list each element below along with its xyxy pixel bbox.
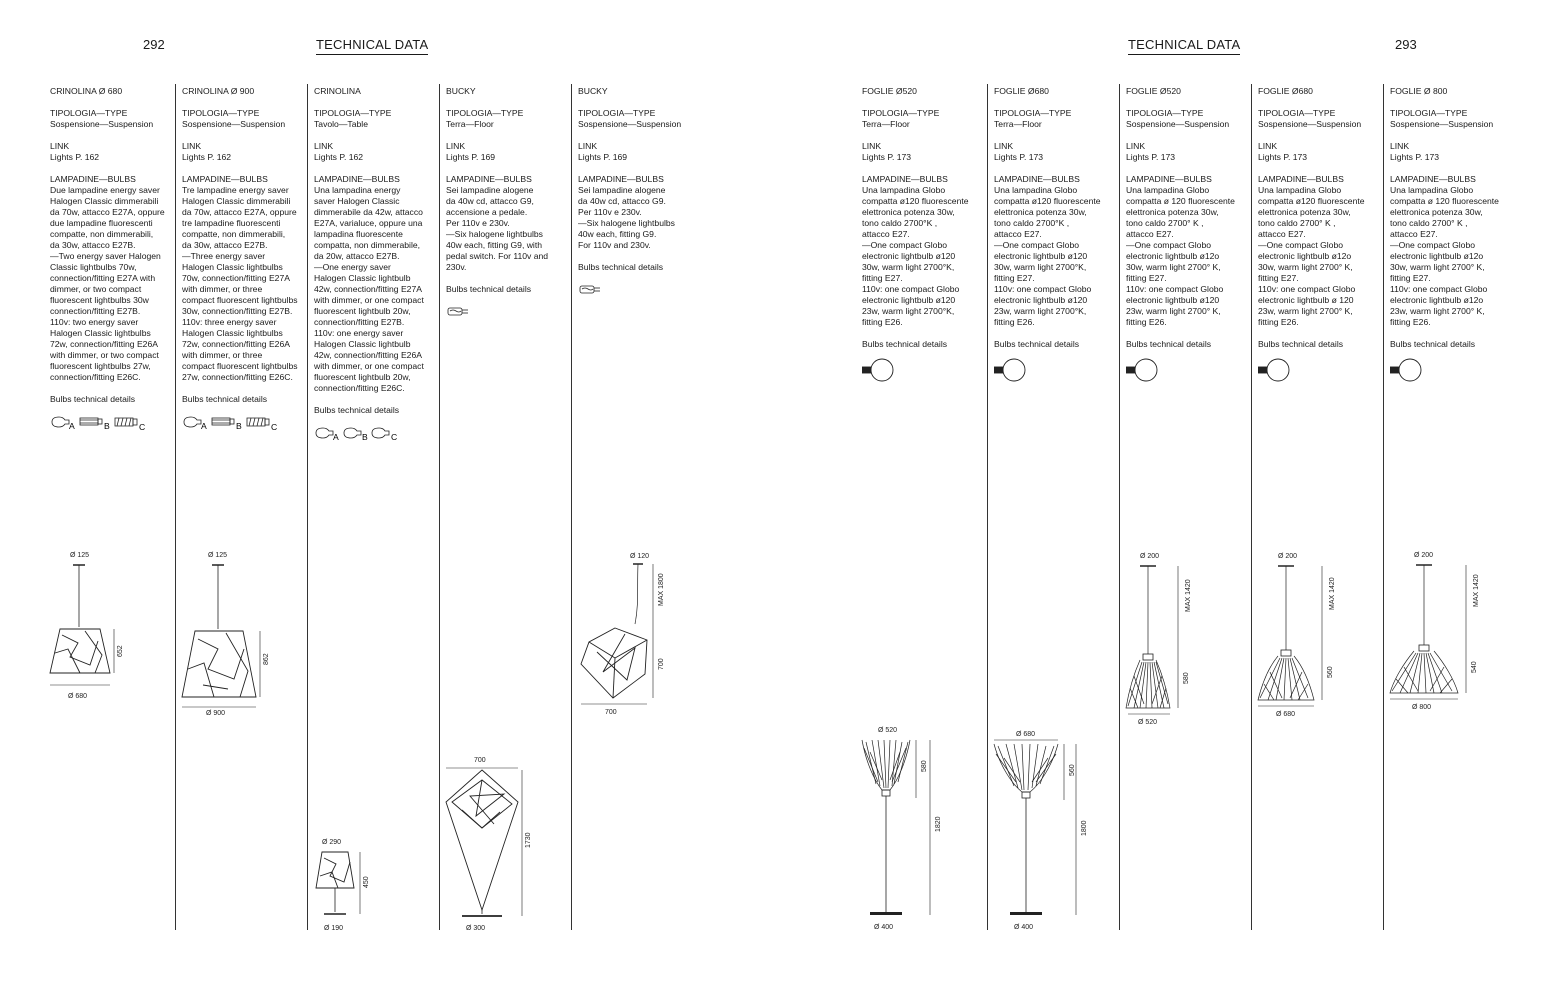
bulbs-label: LAMPADINE—BULBS [862, 174, 948, 184]
dim-max: MAX 1800 [658, 573, 665, 606]
dim-top: Ø 125 [70, 552, 90, 559]
crinolina-table-drawing [310, 832, 390, 937]
crinolina-900-drawing [178, 545, 278, 720]
dim-height: 652 [117, 645, 124, 657]
bulb-icons [1390, 358, 1514, 380]
type-label: TIPOLOGIA—TYPE [1390, 108, 1468, 118]
bulb-letter-c: C [139, 422, 146, 431]
link-value[interactable]: Lights P. 162 [182, 152, 232, 162]
dim-shade: 580 [921, 760, 928, 772]
bulbs-details-label: Bulbs technical details [578, 262, 664, 272]
product-name: CRINOLINA [314, 86, 361, 96]
dim-top: Ø 290 [322, 839, 342, 846]
globe-bulb-icon [1258, 358, 1298, 386]
product-name: CRINOLINA Ø 680 [50, 86, 123, 96]
dim-max: MAX 1420 [1185, 579, 1192, 612]
bulb-icons [50, 413, 174, 435]
type-value: Sospensione—Suspension [1258, 119, 1362, 129]
link-value[interactable]: Lights P. 173 [1390, 152, 1440, 162]
dim-height: 450 [363, 876, 370, 888]
foglie-800-suspension-drawing [1386, 545, 1486, 717]
product-column-foglie-680-suspension [1258, 86, 1382, 380]
product-column-foglie-680-floor [994, 86, 1118, 380]
g9-bulb-icon [446, 303, 486, 321]
link-label: LINK [862, 141, 882, 151]
spiral-bulb-icon [115, 418, 137, 426]
dim-top: 700 [474, 757, 486, 764]
product-name: BUCKY [578, 86, 608, 96]
type-value: Terra—Floor [862, 119, 910, 129]
bulbs-description: Una lampadina Globo compatta ø120 fluorescente elettronica potenza 30w, tono caldo 2700° K , attacco E27. —One compact Globo electronic lightbulb ø12o 30w, warm light 2700° K, fitting E27. 110v: one compact Globo electronic lightbulb ø 120 23w, warm light 2700° K, fitting E26. [1258, 185, 1365, 327]
dim-bottom: Ø 520 [1138, 719, 1158, 726]
type-label: TIPOLOGIA—TYPE [182, 108, 260, 118]
product-column-foglie-520-floor [862, 86, 986, 380]
product-name: CRINOLINA Ø 900 [182, 86, 255, 96]
dim-max: MAX 1420 [1473, 574, 1480, 607]
column-divider [571, 84, 572, 930]
bulb-icons-abc [50, 413, 150, 431]
link-value[interactable]: Lights P. 173 [994, 152, 1044, 162]
product-name: FOGLIE Ø520 [862, 86, 917, 96]
type-label: TIPOLOGIA—TYPE [994, 108, 1072, 118]
dim-shade: 560 [1069, 764, 1076, 776]
dim-height: 700 [658, 658, 665, 670]
bulb-icons [578, 281, 702, 303]
bulbs-description: Due lampadine energy saver Halogen Classic dimmerabili da 70w, attacco E27A, oppure due lampadine fluorescenti compatte, non dimmerabili, da 30w, attacco E27B. —Two energy saver Halogen Classic lightbulbs 70w, connection/fitting E27A with dimmer, or two compact fluorescent lightbulbs 30w connection/fitting E27B. 110v: two energy saver Halogen Classic lightbulbs 72w, connection/fitting E26A with dimmer, or two compact fluorescent lightbulbs 27w, connection/fitting E26C. [50, 185, 165, 382]
dim-top: Ø 680 [1016, 731, 1036, 738]
bucky-suspension-drawing [575, 548, 675, 718]
type-value: Sospensione—Suspension [182, 119, 286, 129]
right-page-number: 293 [1395, 37, 1417, 52]
type-value: Sospensione—Suspension [50, 119, 154, 129]
type-label: TIPOLOGIA—TYPE [1258, 108, 1336, 118]
bulbs-label: LAMPADINE—BULBS [182, 174, 268, 184]
link-value[interactable]: Lights P. 169 [446, 152, 496, 162]
dim-height: 862 [263, 653, 270, 665]
spiral-bulb-icon [247, 418, 269, 426]
link-label: LINK [578, 141, 598, 151]
product-column-bucky-suspension [578, 86, 702, 303]
fluorescent-bulb-icon [212, 418, 234, 425]
link-value[interactable]: Lights P. 173 [862, 152, 912, 162]
dim-top: Ø 120 [630, 553, 650, 560]
product-name: FOGLIE Ø520 [1126, 86, 1181, 96]
globe-bulb-icon [994, 358, 1034, 386]
dim-bottom: Ø 900 [206, 710, 226, 717]
dim-bottom: Ø 800 [1412, 704, 1432, 711]
bulbs-details-label: Bulbs technical details [446, 284, 532, 294]
bulbs-description: Una lampadina Globo compatta ø 120 fluorescente elettronica potenza 30w, tono caldo 2700° K , attacco E27. —One compact Globo electronic lightbulb ø12o 30w, warm light 2700° K, fitting E27. 110v: one compact Globo electronic lightbulb ø120 23w, warm light 2700° K, fitting E26. [1126, 185, 1235, 327]
bulbs-description: Sei lampadine alogene da 40w cd, attacco G9, accensione a pedale. Per 110v e 230v. —Six halogene lightbulbs 40w each, fitting G9, with pedal switch. For 110v and 230v. [446, 185, 549, 272]
dim-top: Ø 125 [208, 552, 228, 559]
dim-shade: 560 [1327, 666, 1334, 678]
link-label: LINK [50, 141, 70, 151]
column-divider [1251, 84, 1252, 930]
bulb-letter-a: A [333, 432, 339, 442]
dim-height: 1800 [1081, 820, 1088, 836]
halogen-bulb-icon [184, 417, 201, 427]
bulbs-label: LAMPADINE—BULBS [1258, 174, 1344, 184]
globe-bulb-icon [1126, 358, 1166, 386]
dim-bottom: Ø 680 [68, 693, 88, 700]
bulb-letter-b: B [236, 421, 242, 431]
column-divider [987, 84, 988, 930]
bulbs-description: Sei lampadine alogene da 40w cd, attacco G9. Per 110v e 230v. —Six halogene lightbulbs 40w each, fitting G9. For 110v and 230v. [578, 185, 675, 250]
column-divider [439, 84, 440, 930]
bulb-icons [1126, 358, 1250, 380]
dim-bottom: Ø 300 [466, 925, 486, 932]
bulb-letter-c: C [391, 432, 398, 442]
bulb-icons-abc [182, 413, 282, 431]
bulbs-label: LAMPADINE—BULBS [994, 174, 1080, 184]
type-value: Sospensione—Suspension [578, 119, 682, 129]
bulbs-description: Una lampadina Globo compatta ø120 fluorescente elettronica potenza 30w, tono caldo 2700°K , attacco E27. —One compact Globo electronic lightbulb ø120 30w, warm light 2700°K, fitting E27. 110v: one compact Globo electronic lightbulb ø120 23w, warm light 2700°K, fitting E26. [862, 185, 969, 327]
foglie-680-suspension-drawing [1254, 548, 1344, 723]
bulbs-details-label: Bulbs technical details [1258, 339, 1344, 349]
link-label: LINK [1390, 141, 1410, 151]
halogen-bulb-icon [52, 417, 69, 427]
bulb-letter-b: B [362, 432, 368, 442]
bulb-icons-abc [314, 424, 414, 442]
column-divider [1383, 84, 1384, 930]
dim-top: Ø 200 [1414, 552, 1434, 559]
bulb-letter-a: A [69, 421, 75, 431]
product-column-foglie-800-suspension [1390, 86, 1514, 380]
halogen-bulb-icon [316, 428, 333, 438]
dim-top: Ø 520 [878, 727, 898, 734]
bulbs-details-label: Bulbs technical details [182, 394, 268, 404]
dim-shade: 580 [1183, 672, 1190, 684]
bulbs-details-label: Bulbs technical details [862, 339, 948, 349]
dim-bottom: Ø 400 [874, 924, 894, 931]
halogen-bulb-icon [372, 428, 389, 438]
link-label: LINK [182, 141, 202, 151]
type-label: TIPOLOGIA—TYPE [446, 108, 524, 118]
product-name: FOGLIE Ø 800 [1390, 86, 1448, 96]
link-value[interactable]: Lights P. 162 [50, 152, 100, 162]
type-label: TIPOLOGIA—TYPE [1126, 108, 1204, 118]
bulbs-label: LAMPADINE—BULBS [50, 174, 136, 184]
product-column-crinolina-680 [50, 86, 174, 435]
foglie-520-floor-drawing [858, 722, 948, 937]
link-value[interactable]: Lights P. 169 [578, 152, 628, 162]
product-column-bucky-floor [446, 86, 570, 325]
link-label: LINK [994, 141, 1014, 151]
bulbs-label: LAMPADINE—BULBS [578, 174, 664, 184]
left-page-title: TECHNICAL DATA [316, 37, 428, 55]
product-name: FOGLIE Ø680 [1258, 86, 1313, 96]
g9-bulb-icon [578, 281, 618, 299]
dim-height: 1730 [525, 832, 532, 848]
type-value: Sospensione—Suspension [1126, 119, 1230, 129]
bulbs-label: LAMPADINE—BULBS [446, 174, 532, 184]
dim-bottom: 700 [605, 709, 617, 716]
bulb-icons [182, 413, 306, 435]
bulbs-description: Una lampadina Globo compatta ø120 fluorescente elettronica potenza 30w, tono caldo 2700°K , attacco E27. —One compact Globo electronic lightbulb ø120 30w, warm light 2700°K, fitting E27. 110v: one compact Globo electronic lightbulb ø120 23w, warm light 2700°K, fitting E26. [994, 185, 1101, 327]
globe-bulb-icon [862, 358, 902, 386]
dim-bottom: Ø 680 [1276, 711, 1296, 718]
type-label: TIPOLOGIA—TYPE [314, 108, 392, 118]
dim-shade: 540 [1471, 661, 1478, 673]
link-value[interactable]: Lights P. 173 [1258, 152, 1308, 162]
bulbs-label: LAMPADINE—BULBS [314, 174, 400, 184]
foglie-680-floor-drawing [990, 722, 1090, 937]
left-page-number: 292 [143, 37, 165, 52]
product-name: BUCKY [446, 86, 476, 96]
bulb-icons [994, 358, 1118, 380]
column-divider [1119, 84, 1120, 930]
dim-height: 1820 [935, 816, 942, 832]
product-column-crinolina-900 [182, 86, 306, 435]
link-value[interactable]: Lights P. 162 [314, 152, 364, 162]
column-divider [307, 84, 308, 930]
dim-bottom: Ø 190 [324, 925, 344, 932]
link-label: LINK [1126, 141, 1146, 151]
product-column-foglie-520-suspension [1126, 86, 1250, 380]
bulb-letter-c: C [271, 422, 278, 431]
dim-top: Ø 200 [1140, 553, 1160, 560]
bulbs-details-label: Bulbs technical details [1390, 339, 1476, 349]
fluorescent-bulb-icon [80, 418, 102, 425]
column-divider [175, 84, 176, 930]
bulb-icons [1258, 358, 1382, 380]
bulb-letter-b: B [104, 421, 110, 431]
type-label: TIPOLOGIA—TYPE [50, 108, 128, 118]
dim-top: Ø 200 [1278, 553, 1298, 560]
globe-bulb-icon [1390, 358, 1430, 386]
type-value: Terra—Floor [994, 119, 1042, 129]
bulbs-description: Una lampadina energy saver Halogen Classic dimmerabile da 42w, attacco E27A, varialuce, oppure una lampadina fluorescente compatta, non dimmerabile, da 20w, attacco E27B. —One energy saver Halogen Classic lightbulb 42w, connection/fitting E27A with dimmer, or one compact fluorescent lightbulb 20w, connection/fitting E27B. 110v: one energy saver Halogen Classic lightbulb 42w, connection/fitting E26A with dimmer, or one compact fluorescent lightbulb 20w, connection/fitting E26C. [314, 185, 424, 393]
dim-bottom: Ø 400 [1014, 924, 1034, 931]
dim-max: MAX 1420 [1329, 577, 1336, 610]
link-value[interactable]: Lights P. 173 [1126, 152, 1176, 162]
halogen-bulb-icon [344, 428, 361, 438]
link-label: LINK [1258, 141, 1278, 151]
bulb-icons [314, 424, 438, 446]
bulbs-label: LAMPADINE—BULBS [1390, 174, 1476, 184]
type-value: Terra—Floor [446, 119, 494, 129]
bulb-icons [862, 358, 986, 380]
bulbs-description: Tre lampadine energy saver Halogen Classic dimmerabili da 70w, attacco E27A, oppure tre lampadine fluorescenti compatte, non dimmerabili, da 30w, attacco E27B. —Three energy saver Halogen Classic lightbulbs 70w, connection/fitting E27A with dimmer, or three compact fluorescent lightbulbs 30w, connection/fitting E27B. 110v: three energy saver Halogen Classic lightbulbs 72w, connection/fitting E26A with dimmer, or three compact fluorescent lightbulbs 27w, connection/fitting E26C. [182, 185, 298, 382]
link-label: LINK [314, 141, 334, 151]
type-label: TIPOLOGIA—TYPE [862, 108, 940, 118]
foglie-520-suspension-drawing [1122, 548, 1202, 728]
link-label: LINK [446, 141, 466, 151]
bulbs-label: LAMPADINE—BULBS [1126, 174, 1212, 184]
type-value: Sospensione—Suspension [1390, 119, 1494, 129]
right-page-title: TECHNICAL DATA [1128, 37, 1240, 55]
crinolina-680-drawing [40, 545, 130, 710]
bucky-floor-drawing [442, 752, 542, 937]
bulbs-details-label: Bulbs technical details [314, 405, 400, 415]
bulbs-details-label: Bulbs technical details [994, 339, 1080, 349]
bulbs-details-label: Bulbs technical details [50, 394, 136, 404]
bulb-letter-a: A [201, 421, 207, 431]
bulbs-details-label: Bulbs technical details [1126, 339, 1212, 349]
bulb-icons [446, 303, 570, 325]
product-column-crinolina-table [314, 86, 438, 446]
bulbs-description: Una lampadina Globo compatta ø 120 fluorescente elettronica potenza 30w, tono caldo 2700° K , attacco E27. —One compact Globo electronic lightbulb ø12o 30w, warm light 2700° K, fitting E27. 110v: one compact Globo electronic lightbulb ø12o 23w, warm light 2700° K, fitting E26. [1390, 185, 1499, 327]
type-label: TIPOLOGIA—TYPE [578, 108, 656, 118]
type-value: Tavolo—Table [314, 119, 368, 129]
product-name: FOGLIE Ø680 [994, 86, 1049, 96]
